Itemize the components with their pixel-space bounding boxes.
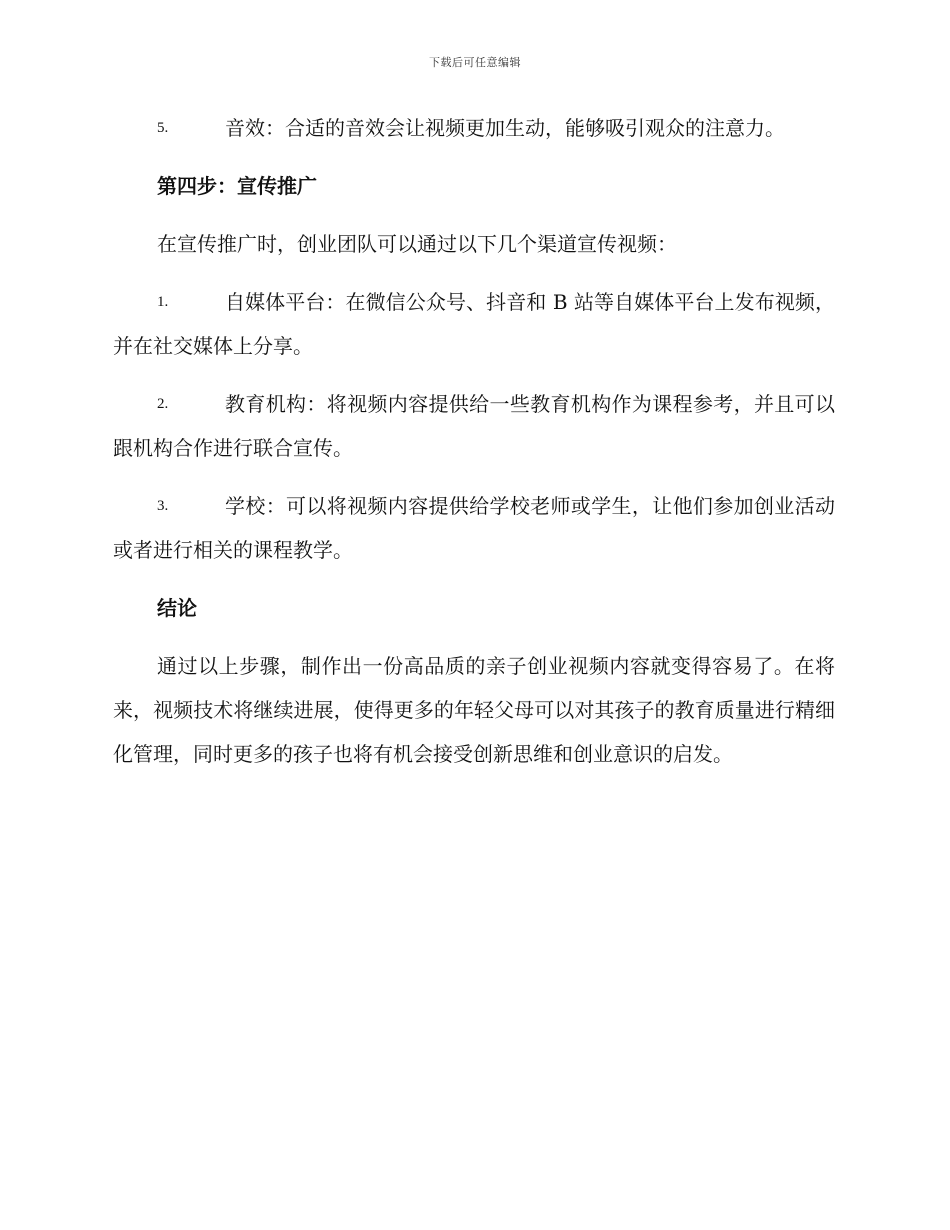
section-heading-step4: 第四步：宣传推广	[157, 174, 317, 198]
conclusion-paragraph: 通过以上步骤，制作出一份高品质的亲子创业视频内容就变得容易了。在将来，视频技术将继续进展，使得更多的年轻父母可以对其孩子的教育质量进行精细化管理，同时更多的孩子也将有机会接受创新思维和创业意识的启发。	[113, 654, 835, 766]
list-number: 3.	[157, 498, 169, 514]
list-number: 1.	[157, 294, 169, 310]
list-item-text: 教育机构：将视频内容提供给一些教育机构作为课程参考，并且可以跟机构合作进行联合宣传。	[113, 392, 835, 460]
list-item-3	[113, 484, 835, 572]
list-item-text: 音效：合适的音效会让视频更加生动，能够吸引观众的注意力。	[225, 116, 785, 140]
list-item-text: 学校：可以将视频内容提供给学校老师或学生，让他们参加创业活动或者进行相关的课程教学。	[113, 494, 835, 562]
page-header: 下载后可任意编辑	[429, 56, 521, 69]
list-item-5	[113, 106, 835, 150]
list-number: 5.	[157, 120, 169, 136]
step4-intro-paragraph: 在宣传推广时，创业团队可以通过以下几个渠道宣传视频：	[157, 232, 677, 256]
list-item-2	[113, 382, 835, 470]
document-body	[113, 106, 835, 776]
list-number: 2.	[157, 396, 169, 412]
list-item-text: 自媒体平台：在微信公众号、抖音和 B 站等自媒体平台上发布视频，并在社交媒体上分享。	[113, 290, 835, 358]
list-item-1	[113, 280, 835, 368]
section-heading-conclusion: 结论	[157, 596, 197, 620]
